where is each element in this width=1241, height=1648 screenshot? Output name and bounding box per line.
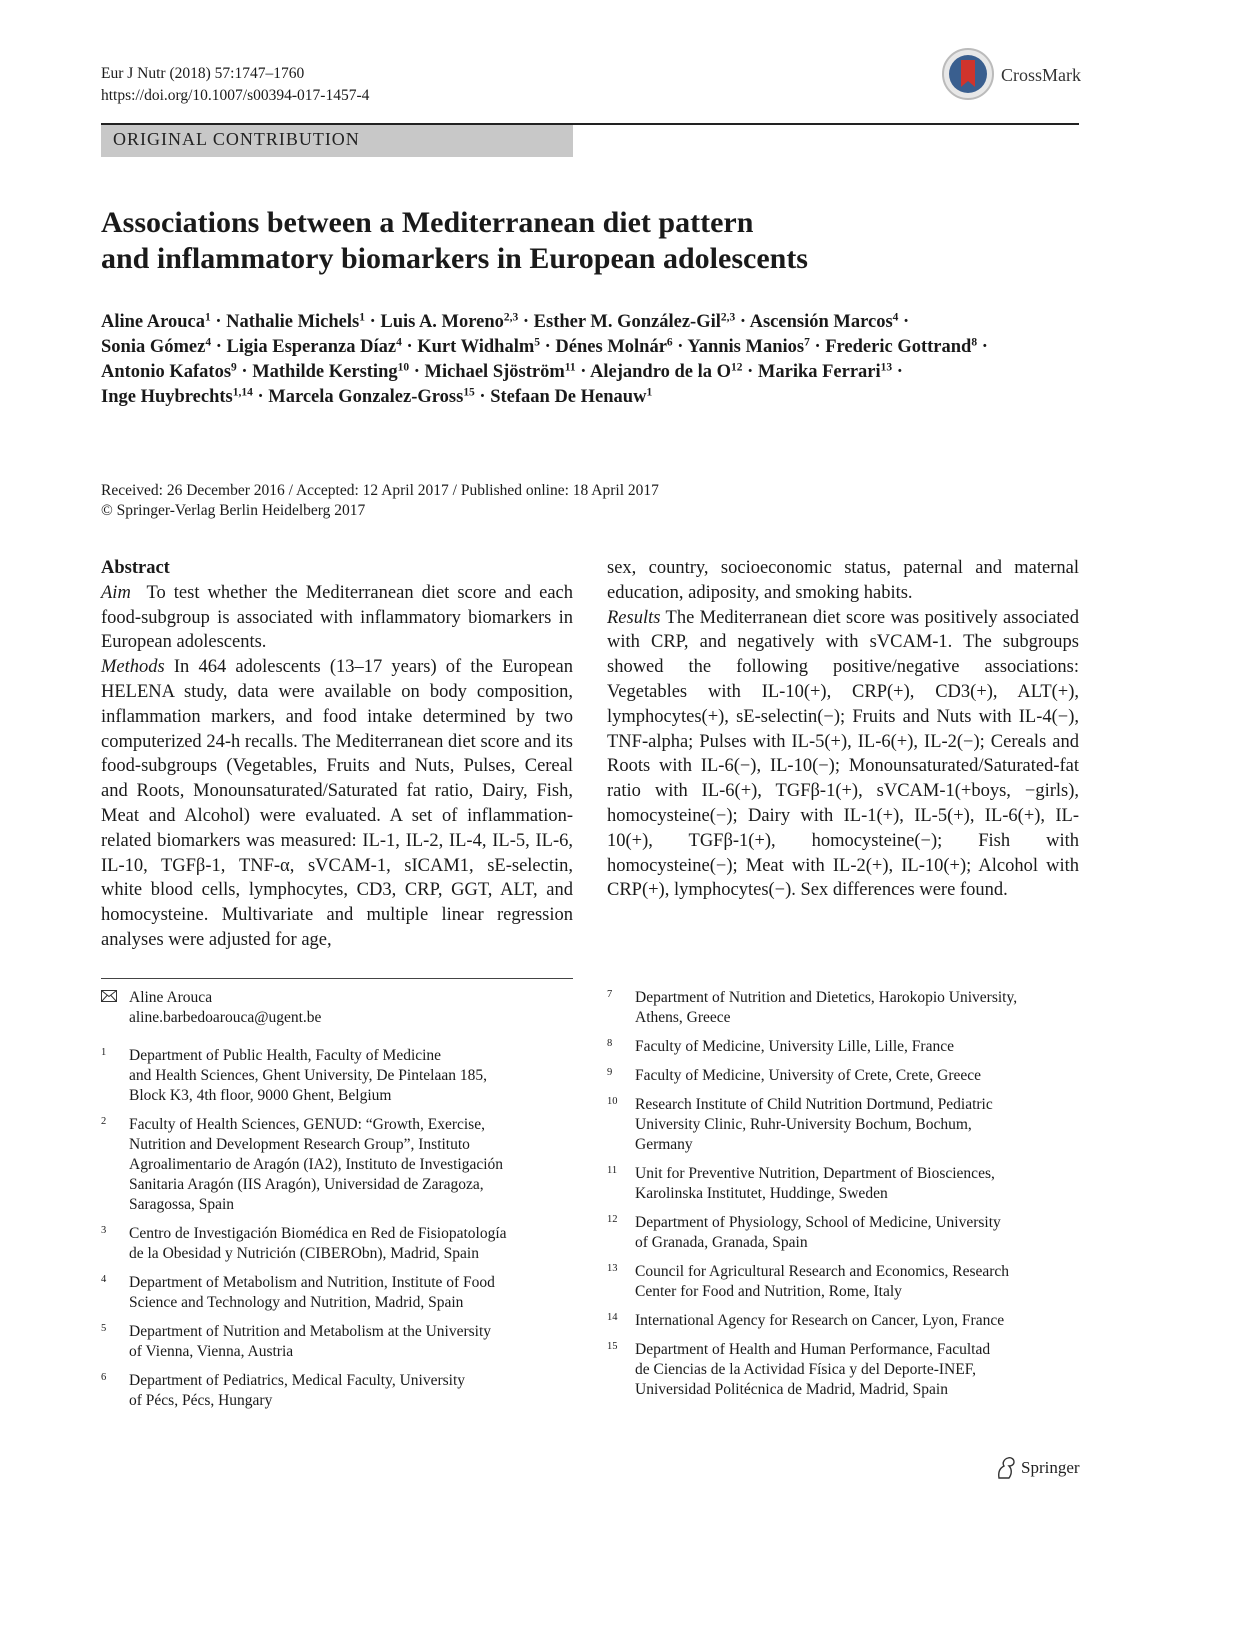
author-affiliation-ref: 5 bbox=[534, 336, 540, 349]
author-name[interactable]: Nathalie Michels bbox=[226, 312, 360, 332]
author-affiliation-ref: 9 bbox=[231, 361, 237, 374]
affiliation bbox=[607, 1037, 1079, 1057]
affiliation bbox=[607, 1262, 1079, 1302]
author-affiliation-ref: 13 bbox=[880, 361, 893, 374]
author-line: Inge Huybrechts$^{1,14}$ · Marcela Gonzalez-Gross$^{15}$ · Stefaan De Henauw$^1$ bbox=[101, 386, 653, 407]
affiliation-line: Department of Pediatrics, Medical Faculty, University bbox=[129, 1372, 466, 1389]
abstract-heading: Abstract bbox=[101, 558, 170, 578]
affiliation-line: Council for Agricultural Research and Economics, Research bbox=[635, 1263, 1010, 1280]
author-affiliation-ref: 12 bbox=[731, 361, 743, 374]
affiliation-line: International Agency for Research on Cancer, Lyon, France bbox=[635, 1312, 1005, 1329]
author-affiliation-ref: 2,3 bbox=[503, 311, 519, 324]
affiliation-number: 6 bbox=[101, 1372, 107, 1383]
author-affiliation-ref: 1,14 bbox=[232, 386, 253, 399]
author-affiliation-ref: 1 bbox=[646, 386, 653, 399]
affiliation-line: Department of Health and Human Performance, Facultad bbox=[635, 1341, 991, 1358]
affiliation bbox=[101, 1115, 573, 1215]
author-name[interactable]: Frederic Gottrand bbox=[825, 337, 972, 357]
author-name[interactable]: Stefaan De Henauw bbox=[490, 387, 647, 407]
affiliation-line: University Clinic, Ruhr-University Bochum, Bochum, bbox=[635, 1116, 972, 1133]
envelope-icon bbox=[101, 990, 117, 1002]
affiliation-line: Department of Nutrition and Metabolism at the University bbox=[129, 1323, 492, 1340]
results-text: The Mediterranean diet score was positively associated with CRP, and negatively with sVCAM-1. The subgroups showed the following positive/negative associations: Vegetables with IL-10(+), CRP(+), CD3(+), ALT(+), lymphocytes(+), sE-selectin(−); Fruits and Nuts with IL-4(−), TNF-alpha; Pulses with IL-5(+), IL-6(+), IL-2(−); Cereals and Roots with IL-6(−), IL-10(−); Monounsaturated/Saturated-fat ratio with IL-6(+), TGFβ-1(+), sVCAM-1(+boys, −girls), homocysteine(−); Dairy with IL-1(+), IL-5(+), IL-6(+), IL-10(+), TGFβ-1(+), homocysteine(−); Fish with homocysteine(−); Meat with IL-2(+), IL-10(+); Alcohol with CRP(+), lymphocytes(−). Sex differences were found. bbox=[607, 607, 1080, 901]
correspondence bbox=[101, 988, 573, 1028]
affiliation bbox=[607, 1213, 1079, 1253]
affiliation bbox=[101, 1371, 573, 1411]
affiliation bbox=[607, 988, 1079, 1028]
author-affiliation-ref: 10 bbox=[397, 361, 410, 374]
affiliation-line: of Granada, Granada, Spain bbox=[635, 1234, 808, 1251]
affiliation bbox=[607, 1095, 1079, 1155]
author-name[interactable]: Dénes Molnár bbox=[555, 337, 667, 357]
history-dates: Received: 26 December 2016 / Accepted: 12 April 2017 / Published online: 18 April 2017 bbox=[101, 482, 659, 499]
affiliation-number: 7 bbox=[607, 989, 613, 1000]
title-line-1: Associations between a Mediterranean diet pattern bbox=[101, 206, 754, 239]
author-affiliation-ref: 4 bbox=[892, 311, 899, 324]
abstract-results bbox=[607, 606, 1079, 904]
affiliation-number: 4 bbox=[101, 1274, 107, 1285]
methods-continued: sex, country, socioeconomic status, paternal and maternal education, adiposity, and smoking habits. bbox=[607, 558, 1079, 603]
author-line: Aline Arouca$^1$ · Nathalie Michels$^1$ · Luis A. Moreno$^{2,3}$ · Esther M. González-Gil$^{2,3}$ · Ascensión Marcos$^4$ · bbox=[101, 311, 910, 332]
author-affiliation-ref: 1 bbox=[204, 311, 211, 324]
aim-label: Aim bbox=[101, 582, 131, 603]
affiliation-line: Karolinska Institutet, Huddinge, Sweden bbox=[635, 1185, 888, 1202]
affiliation-line: Faculty of Medicine, University Lille, Lille, France bbox=[635, 1038, 954, 1055]
journal-reference: Eur J Nutr (2018) 57:1747–1760 bbox=[101, 65, 305, 82]
affiliation bbox=[607, 1311, 1079, 1331]
author-name[interactable]: Inge Huybrechts bbox=[101, 387, 233, 407]
affiliation-line: Department of Public Health, Faculty of Medicine bbox=[129, 1047, 442, 1064]
affiliation-number: 3 bbox=[101, 1225, 107, 1236]
author-affiliation-ref: 4 bbox=[205, 336, 212, 349]
methods-text: In 464 adolescents (13–17 years) of the European HELENA study, data were available on body composition, inflammation markers, and food intake determined by two computerized 24-h recalls. The Mediterranean diet score and its food-subgroups (Vegetables, Fruits and Nuts, Pulses, Cereal and Roots, Monounsaturated/Saturated fat ratio, Dairy, Fish, Meat and Alcohol) were evaluated. A set of inflammation-related biomarkers was measured: IL-1, IL-2, IL-4, IL-5, IL-6, IL-10, TGFβ-1, TNF-α, sVCAM-1, sICAM1, sE-selectin, white blood cells, lymphocytes, CD3, CRP, GGT, ALT, and homocysteine. Multivariate and multiple linear regression analyses were adjusted for age, bbox=[101, 657, 573, 950]
affiliation-line: Centro de Investigación Biomédica en Red de Fisiopatología bbox=[129, 1225, 507, 1242]
affiliations-right bbox=[607, 988, 1079, 1409]
author-affiliation-ref: 6 bbox=[666, 336, 673, 349]
results-label: Results bbox=[607, 607, 661, 628]
affiliation-number: 12 bbox=[607, 1214, 618, 1225]
author-list bbox=[101, 310, 1081, 410]
affiliation-line: Department of Nutrition and Dietetics, Harokopio University, bbox=[635, 989, 1018, 1006]
author-line: Sonia Gómez$^4$ · Ligia Esperanza Díaz$^4$ · Kurt Widhalm$^5$ · Dénes Molnár$^6$ · Yannis Manios$^7$ · Frederic Gottrand$^8$ · bbox=[101, 336, 988, 357]
affiliation-number: 11 bbox=[607, 1165, 618, 1176]
abstract-aim bbox=[101, 581, 573, 655]
springer-horse-icon bbox=[995, 1456, 1017, 1480]
affiliation bbox=[607, 1066, 1079, 1086]
affiliation-line: Block K3, 4th floor, 9000 Ghent, Belgium bbox=[129, 1087, 392, 1104]
affiliation-line: Unit for Preventive Nutrition, Department of Biosciences, bbox=[635, 1165, 995, 1182]
author-name[interactable]: Michael Sjöström bbox=[424, 362, 565, 382]
author-affiliation-ref: 11 bbox=[564, 361, 576, 374]
author-affiliation-ref: 1 bbox=[359, 311, 365, 324]
copyright: © Springer-Verlag Berlin Heidelberg 2017 bbox=[101, 502, 366, 519]
affiliation-line: Faculty of Health Sciences, GENUD: “Growth, Exercise, bbox=[129, 1116, 485, 1133]
affiliation-number: 14 bbox=[607, 1312, 618, 1323]
publisher-name: Springer bbox=[1021, 1458, 1080, 1477]
affiliation-line: Nutrition and Development Research Group”, Instituto bbox=[129, 1136, 470, 1153]
author-affiliation-ref: 7 bbox=[804, 336, 810, 349]
author-name[interactable]: Marika Ferrari bbox=[757, 362, 881, 382]
affiliation bbox=[101, 1224, 573, 1264]
author-name[interactable]: Sonia Gómez bbox=[101, 337, 206, 357]
affiliation bbox=[101, 1273, 573, 1313]
author-name[interactable]: Ascensión Marcos bbox=[749, 312, 893, 332]
affiliation-number: 1 bbox=[101, 1047, 107, 1058]
affiliation-line: of Pécs, Pécs, Hungary bbox=[129, 1392, 273, 1409]
affiliation-line: Science and Technology and Nutrition, Madrid, Spain bbox=[129, 1294, 464, 1311]
author-line: Antonio Kafatos$^9$ · Mathilde Kersting$^{10}$ · Michael Sjöström$^{11}$ · Alejandro de la $O^{12}$ · Marika Ferrari$^{13}$ · bbox=[101, 361, 903, 382]
affiliation-line: Athens, Greece bbox=[635, 1009, 731, 1026]
author-name[interactable]: Ligia Esperanza Díaz bbox=[226, 337, 397, 357]
aim-text: To test whether the Mediterranean diet score and each food-subgroup is associated with inflammatory biomarkers in European adolescents. bbox=[101, 582, 573, 653]
affiliation-line: Agroalimentario de Aragón (IA2), Instituto de Investigación bbox=[129, 1156, 504, 1173]
affiliation-list-left bbox=[101, 1046, 573, 1411]
affiliation-line: Department of Physiology, School of Medicine, University bbox=[635, 1214, 1001, 1231]
section-label: ORIGINAL CONTRIBUTION bbox=[113, 129, 360, 149]
author-name[interactable]: Kurt Widhalm bbox=[417, 337, 535, 357]
affiliation-number: 15 bbox=[607, 1341, 618, 1352]
abstract-methods bbox=[101, 655, 573, 953]
affiliation-line: Saragossa, Spain bbox=[129, 1196, 235, 1213]
author-name[interactable]: Aline Arouca bbox=[101, 312, 205, 332]
affiliation-number: 8 bbox=[607, 1038, 613, 1049]
crossmark-badge[interactable] bbox=[941, 47, 1091, 105]
affiliation-line: de la Obesidad y Nutrición (CIBERObn), Madrid, Spain bbox=[129, 1245, 479, 1262]
affiliation bbox=[101, 1046, 573, 1106]
crossmark-icon bbox=[941, 47, 995, 101]
affiliation-line: and Health Sciences, Ghent University, De Pintelaan 185, bbox=[129, 1067, 487, 1084]
affiliation-line: de Ciencias de la Actividad Física y del Deporte-INEF, bbox=[635, 1361, 976, 1378]
methods-label: Methods bbox=[101, 657, 165, 678]
affiliation-line: Department of Metabolism and Nutrition, Institute of Food bbox=[129, 1274, 495, 1291]
publication-dates bbox=[101, 481, 659, 521]
affiliation bbox=[101, 1322, 573, 1362]
doi-link[interactable]: https://doi.org/10.1007/s00394-017-1457-4 bbox=[101, 87, 370, 104]
affiliation-list-right bbox=[607, 988, 1079, 1400]
author-email[interactable]: aline.barbedoarouca@ugent.be bbox=[129, 1009, 322, 1026]
affiliation-line: Center for Food and Nutrition, Rome, Italy bbox=[635, 1283, 902, 1300]
affiliation-line: Germany bbox=[635, 1136, 693, 1153]
author-affiliation-ref: 8 bbox=[971, 336, 978, 349]
abstract-left-column bbox=[101, 556, 573, 953]
affiliation-number: 9 bbox=[607, 1067, 613, 1078]
journal-header bbox=[101, 63, 369, 107]
abstract-right-column bbox=[607, 556, 1079, 903]
affiliation-line: Research Institute of Child Nutrition Dortmund, Pediatric bbox=[635, 1096, 993, 1113]
affiliations-left bbox=[101, 988, 573, 1420]
affiliation-line: Faculty of Medicine, University of Crete, Crete, Greece bbox=[635, 1067, 982, 1084]
affiliation bbox=[607, 1164, 1079, 1204]
author-name[interactable]: Marcela Gonzalez-Gross bbox=[268, 387, 464, 407]
author-affiliation-ref: 2,3 bbox=[720, 311, 736, 324]
affiliation-line: Sanitaria Aragón (IIS Aragón), Universidad de Zaragoza, bbox=[129, 1176, 484, 1193]
author-affiliation-ref: 15 bbox=[463, 386, 475, 399]
crossmark-label: CrossMark bbox=[1001, 65, 1081, 85]
section-banner bbox=[101, 125, 573, 157]
author-name[interactable]: Esther M. González-Gil bbox=[533, 312, 721, 332]
author-affiliation-ref: 4 bbox=[396, 336, 402, 349]
affiliation-number: 2 bbox=[101, 1116, 107, 1127]
affiliation-line: of Vienna, Vienna, Austria bbox=[129, 1343, 294, 1360]
article-title bbox=[101, 205, 1081, 277]
author-name[interactable]: Yannis Manios bbox=[687, 337, 805, 357]
affiliation-number: 13 bbox=[607, 1263, 618, 1274]
author-name[interactable]: Luis A. Moreno bbox=[380, 312, 504, 332]
affiliation-number: 5 bbox=[101, 1323, 107, 1334]
author-name[interactable]: Alejandro de la O bbox=[590, 362, 731, 382]
author-name[interactable]: Antonio Kafatos bbox=[101, 362, 232, 382]
springer-logo bbox=[995, 1456, 1095, 1482]
corresponding-author: Aline Arouca bbox=[129, 989, 213, 1006]
author-name[interactable]: Mathilde Kersting bbox=[252, 362, 398, 382]
title-line-2: and inflammatory biomarkers in European adolescents bbox=[101, 242, 808, 275]
affiliation-number: 10 bbox=[607, 1096, 618, 1107]
affiliation bbox=[607, 1340, 1079, 1400]
footnote-rule bbox=[101, 978, 573, 979]
affiliation-line: Universidad Politécnica de Madrid, Madrid, Spain bbox=[635, 1381, 948, 1398]
